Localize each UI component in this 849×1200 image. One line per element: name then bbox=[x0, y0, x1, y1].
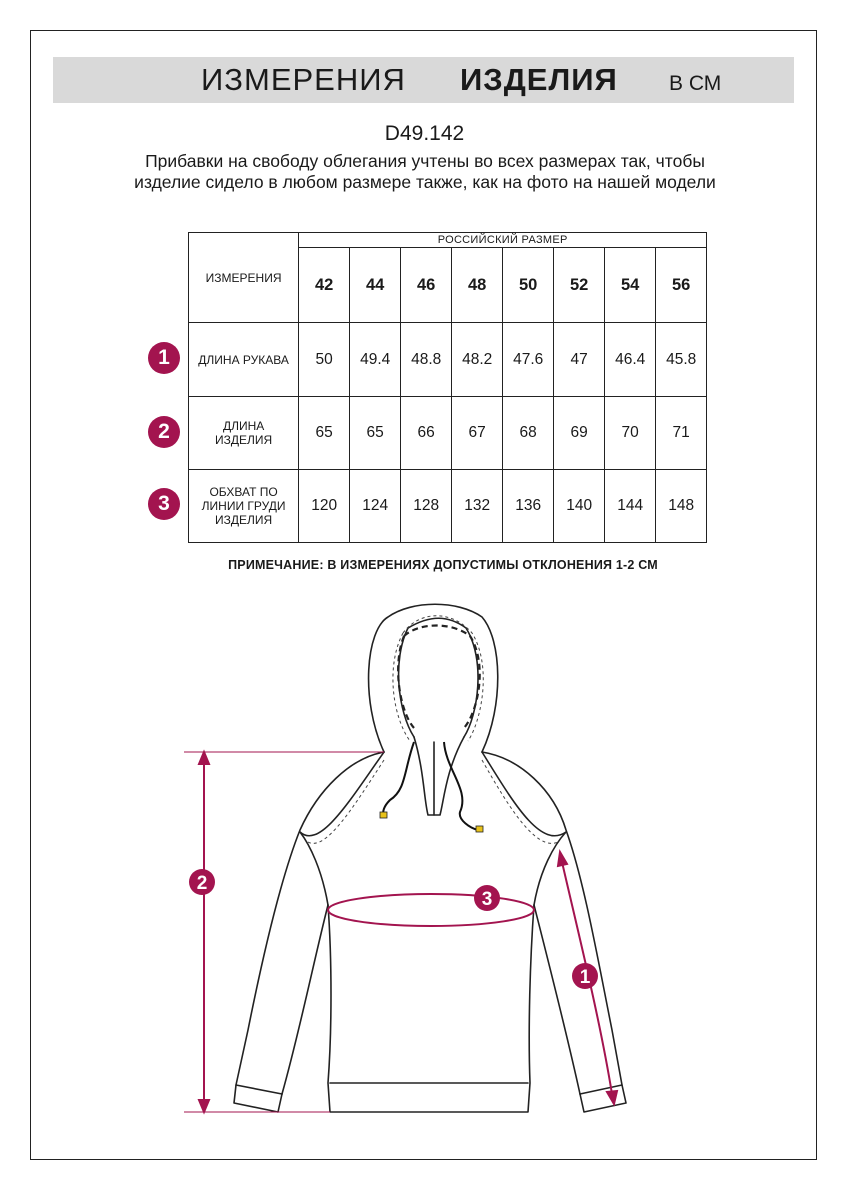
fit-description: Прибавки на свободу облегания учтены во всех размерах так, чтобы изделие сидело в любом размере также, как на фото на нашей модели bbox=[134, 151, 716, 192]
row-number-badge: 1 bbox=[148, 342, 180, 374]
tolerance-note: ПРИМЕЧАНИЕ: В ИЗМЕРЕНИЯХ ДОПУСТИМЫ ОТКЛОНЕНИЯ 1-2 СМ bbox=[228, 558, 658, 572]
marker-3: 3 bbox=[481, 889, 493, 910]
cell-value: 71 bbox=[656, 397, 707, 470]
row-number-badge: 2 bbox=[148, 416, 180, 448]
size-group-header: РОССИЙСКИЙ РАЗМЕР bbox=[299, 233, 707, 248]
row-label: ДЛИНА ИЗДЕЛИЯ bbox=[189, 397, 299, 470]
cell-value: 65 bbox=[350, 397, 401, 470]
chest-ellipse bbox=[328, 894, 534, 926]
size-header: 54 bbox=[605, 248, 656, 323]
row-label: ОБХВАТ ПО ЛИНИИ ГРУДИ ИЗДЕЛИЯ bbox=[189, 470, 299, 543]
cell-value: 45.8 bbox=[656, 323, 707, 397]
size-header: 48 bbox=[452, 248, 503, 323]
marker-2: 2 bbox=[196, 873, 208, 894]
cell-value: 47.6 bbox=[503, 323, 554, 397]
cell-value: 65 bbox=[299, 397, 350, 470]
cell-value: 46.4 bbox=[605, 323, 656, 397]
hood-dashed-edge bbox=[398, 626, 480, 729]
product-code: D49.142 bbox=[384, 122, 465, 145]
cell-value: 144 bbox=[605, 470, 656, 543]
cell-value: 48.2 bbox=[452, 323, 503, 397]
measurements-header: ИЗМЕРЕНИЯ bbox=[189, 233, 299, 323]
marker-1: 1 bbox=[579, 967, 591, 988]
cell-value: 68 bbox=[503, 397, 554, 470]
cell-value: 70 bbox=[605, 397, 656, 470]
cell-value: 148 bbox=[656, 470, 707, 543]
title-unit: В СМ bbox=[669, 72, 722, 95]
diagram-markers bbox=[189, 869, 598, 989]
cell-value: 136 bbox=[503, 470, 554, 543]
cell-value: 124 bbox=[350, 470, 401, 543]
title-part2: ИЗДЕЛИЯ bbox=[460, 62, 618, 97]
cell-value: 47 bbox=[554, 323, 605, 397]
size-header: 46 bbox=[401, 248, 452, 323]
cell-value: 120 bbox=[299, 470, 350, 543]
hoodie-outline bbox=[234, 604, 626, 1112]
cell-value: 69 bbox=[554, 397, 605, 470]
size-header: 52 bbox=[554, 248, 605, 323]
cell-value: 140 bbox=[554, 470, 605, 543]
drawstrings bbox=[383, 742, 478, 830]
cell-value: 128 bbox=[401, 470, 452, 543]
row-number-badge: 3 bbox=[148, 488, 180, 520]
size-header: 44 bbox=[350, 248, 401, 323]
size-header: 56 bbox=[656, 248, 707, 323]
cell-value: 48.8 bbox=[401, 323, 452, 397]
size-header: 50 bbox=[503, 248, 554, 323]
cell-value: 66 bbox=[401, 397, 452, 470]
cell-value: 132 bbox=[452, 470, 503, 543]
cell-value: 50 bbox=[299, 323, 350, 397]
cell-value: 49.4 bbox=[350, 323, 401, 397]
title-part1: ИЗМЕРЕНИЯ bbox=[201, 62, 406, 97]
cell-value: 67 bbox=[452, 397, 503, 470]
row-label: ДЛИНА РУКАВА bbox=[189, 323, 299, 397]
size-header: 42 bbox=[299, 248, 350, 323]
